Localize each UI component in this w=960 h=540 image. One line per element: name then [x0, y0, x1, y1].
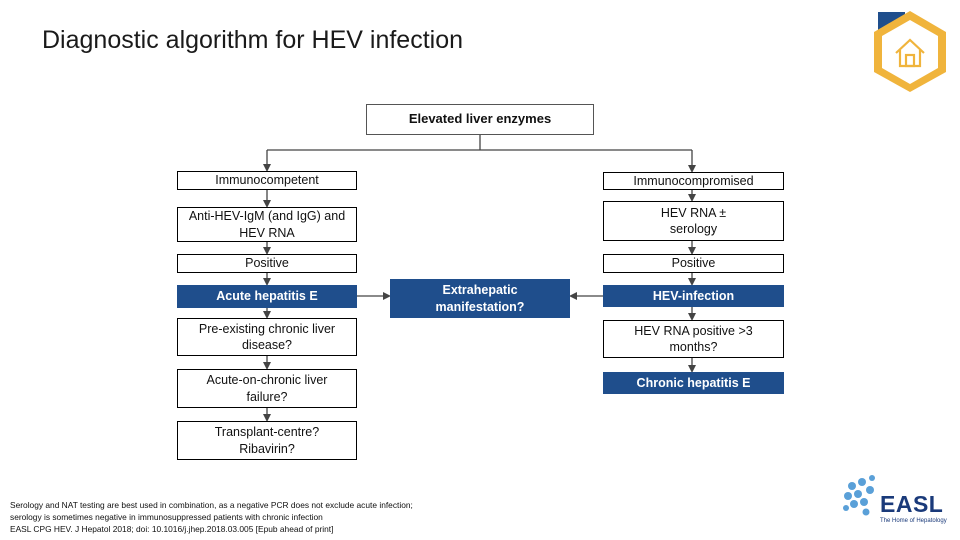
node-hev-rna-positive-3-months: HEV RNA positive >3 months? [603, 320, 784, 358]
easl-logo-tagline: The Home of Hepatology [880, 518, 947, 524]
node-anti-hev-test: Anti-HEV-IgM (and IgG) and HEV RNA [177, 207, 357, 242]
easl-logo-dots [843, 475, 875, 516]
node-extrahepatic-manifestation: Extrahepatic manifestation? [390, 279, 570, 318]
node-immunocompetent: Immunocompetent [177, 171, 357, 190]
node-left-positive: Positive [177, 254, 357, 273]
node-acute-on-chronic-failure: Acute-on-chronic liver failure? [177, 369, 357, 408]
node-pre-existing-liver-disease: Pre-existing chronic liver disease? [177, 318, 357, 356]
footnote-line-3: EASL CPG HEV. J Hepatol 2018; doi: 10.1016/j.jhep.2018.03.005 [Epub ahead of print] [10, 524, 334, 535]
node-hev-infection: HEV-infection [603, 285, 784, 307]
node-elevated-liver-enzymes: Elevated liver enzymes [366, 104, 594, 135]
node-hev-rna-serology: HEV RNA ± serology [603, 201, 784, 241]
footnote-line-2: serology is sometimes negative in immunosuppressed patients with chronic infection [10, 512, 323, 523]
node-transplant-centre: Transplant-centre? Ribavirin? [177, 421, 357, 460]
easl-logo-text: EASL [880, 491, 944, 517]
page-title: Diagnostic algorithm for HEV infection [42, 26, 464, 54]
node-right-positive: Positive [603, 254, 784, 273]
footnote-line-1: Serology and NAT testing are best used in combination, as a negative PCR does not exclude acute infection; [10, 500, 413, 510]
footnote [10, 499, 413, 536]
node-chronic-hepatitis-e: Chronic hepatitis E [603, 372, 784, 394]
node-acute-hepatitis-e: Acute hepatitis E [177, 285, 357, 308]
node-immunocompromised: Immunocompromised [603, 172, 784, 190]
